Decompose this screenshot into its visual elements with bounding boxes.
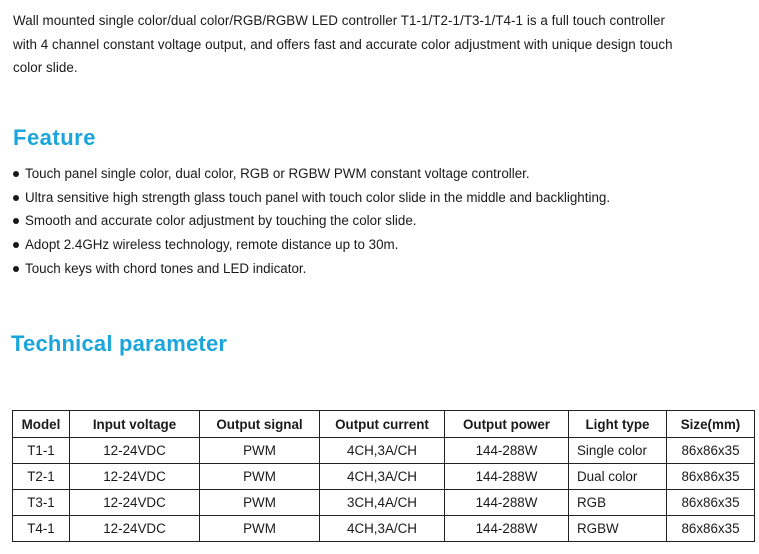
table-cell: PWM: [200, 516, 320, 542]
table-cell: 86x86x35: [667, 464, 755, 490]
feature-item: [13, 162, 610, 186]
table-cell: T4-1: [13, 516, 70, 542]
column-header-output-current: Output current: [320, 411, 445, 438]
feature-heading: Feature: [13, 125, 96, 150]
table-cell: 144-288W: [445, 490, 569, 516]
table-cell: PWM: [200, 464, 320, 490]
column-header-output-signal: Output signal: [200, 411, 320, 438]
bullet-icon: [13, 242, 19, 248]
intro-line: with 4 channel constant voltage output, and offers fast and accurate color adjustment with unique design touch: [13, 36, 673, 52]
table-cell: 144-288W: [445, 464, 569, 490]
table-cell: Single color: [569, 438, 667, 464]
table-cell: T3-1: [13, 490, 70, 516]
column-header-model: Model: [13, 411, 70, 438]
table-cell: 144-288W: [445, 438, 569, 464]
table-cell: 4CH,3A/CH: [320, 438, 445, 464]
table-cell: T2-1: [13, 464, 70, 490]
table-cell: 12-24VDC: [70, 438, 200, 464]
feature-item-text: Touch keys with chord tones and LED indicator.: [25, 260, 307, 276]
feature-item: [13, 209, 610, 233]
table-row: [13, 464, 755, 490]
feature-item: [13, 186, 610, 210]
table-row: [13, 438, 755, 464]
column-header-input-voltage: Input voltage: [70, 411, 200, 438]
table-cell: 12-24VDC: [70, 516, 200, 542]
intro-line: color slide.: [13, 60, 78, 75]
table-cell: RGBW: [569, 516, 667, 542]
bullet-icon: [13, 266, 19, 272]
table-row: [13, 516, 755, 542]
feature-item: [13, 257, 610, 281]
technical-parameter-table: [12, 410, 755, 542]
table-cell: 12-24VDC: [70, 490, 200, 516]
table-cell: T1-1: [13, 438, 70, 464]
intro-line: Wall mounted single color/dual color/RGB/RGBW LED controller T1-1/T2-1/T3-1/T4-1 is a full touch controller: [13, 13, 666, 28]
feature-item-text: Adopt 2.4GHz wireless technology, remote distance up to 30m.: [25, 237, 399, 253]
column-header-output-power: Output power: [445, 411, 569, 438]
table-cell: PWM: [200, 490, 320, 516]
bullet-icon: [13, 195, 19, 201]
table-cell: Dual color: [569, 464, 667, 490]
intro-paragraph: [13, 9, 755, 80]
table-cell: 86x86x35: [667, 438, 755, 464]
table-cell: 144-288W: [445, 516, 569, 542]
table-cell: PWM: [200, 438, 320, 464]
technical-heading: Technical parameter: [11, 331, 228, 356]
bullet-icon: [13, 218, 19, 224]
table-row: [13, 490, 755, 516]
bullet-icon: [13, 171, 19, 177]
feature-item-text: Smooth and accurate color adjustment by touching the color slide.: [25, 213, 417, 229]
feature-item-text: Touch panel single color, dual color, RGB or RGBW PWM constant voltage controller.: [25, 166, 530, 181]
table-cell: 4CH,3A/CH: [320, 516, 445, 542]
feature-item: [13, 233, 610, 257]
feature-item-text: Ultra sensitive high strength glass touch panel with touch color slide in the middle and backlighting.: [25, 189, 611, 205]
column-header-size: Size(mm): [667, 411, 755, 438]
table-cell: 12-24VDC: [70, 464, 200, 490]
table-cell: RGB: [569, 490, 667, 516]
table-cell: 4CH,3A/CH: [320, 464, 445, 490]
table-header-row: [13, 411, 755, 438]
table-cell: 3CH,4A/CH: [320, 490, 445, 516]
feature-list: [13, 162, 610, 280]
table-cell: 86x86x35: [667, 490, 755, 516]
column-header-light-type: Light type: [569, 411, 667, 438]
table-cell: 86x86x35: [667, 516, 755, 542]
